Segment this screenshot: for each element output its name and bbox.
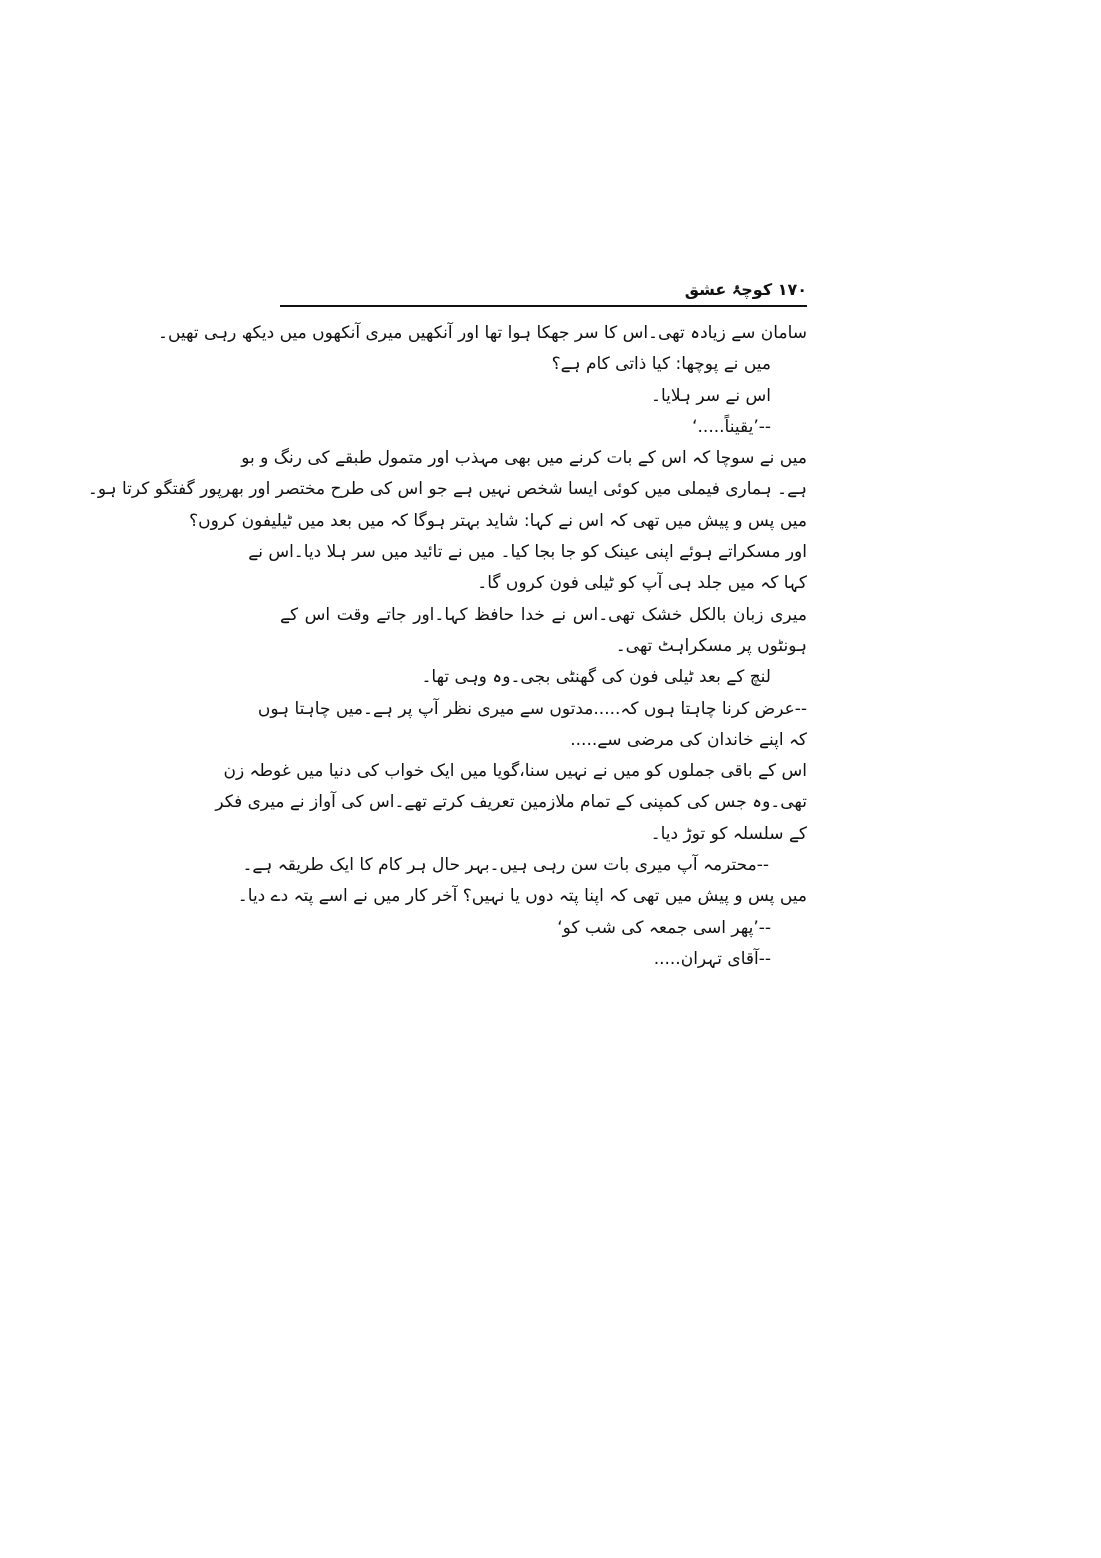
text-line: --’پھر اسی جمعہ کی شب کو‘ — [557, 917, 771, 938]
text-line: سامان سے زیادہ تھی۔اس کا سر جھکا ہوا تھا اور آنکھیں میری آنکھوں میں دیکھ رہی تھیں۔ — [157, 323, 807, 343]
text-line: میری زبان بالکل خشک تھی۔اس نے خدا حافظ کہا۔اور جاتے وقت اس کے — [280, 604, 807, 625]
text-line: میں پس و پیش میں تھی کہ اس نے کہا: شاید بہتر ہوگا کہ میں بعد میں ٹیلیفون کروں؟ — [189, 510, 807, 531]
body-text — [87, 318, 807, 975]
text-line: --عرض کرنا چاہتا ہوں کہ.....مدتوں سے میری نظر آپ پر ہے۔میں چاہتا ہوں — [257, 698, 807, 719]
text-line: اس کے باقی جملوں کو میں نے نہیں سنا،گویا میں ایک خواب کی دنیا میں غوطہ زن — [223, 761, 807, 782]
text-line: میں نے سوچا کہ اس کے بات کرنے میں بھی مہذب اور متمول طبقے کی رنگ و بو — [241, 448, 807, 469]
text-line: ہونٹوں پر مسکراہٹ تھی۔ — [615, 635, 807, 656]
text-line: کے سلسلہ کو توڑ دیا۔ — [650, 823, 807, 844]
text-line: --’یقیناً.....‘ — [692, 416, 771, 437]
text-line: --آقای تہران..... — [653, 948, 771, 969]
text-line: تھی۔وہ جس کی کمپنی کے تمام ملازمین تعریف کرتے تھے۔اس کی آواز نے میری فکر — [215, 792, 807, 813]
text-line: --محترمہ آپ میری بات سن رہی ہیں۔بہر حال ہر کام کا ایک طریقہ ہے۔ — [242, 855, 769, 876]
text-line: ہے۔ ہماری فیملی میں کوئی ایسا شخص نہیں ہے جو اس کی طرح مختصر اور بھرپور گفتگو کرتا ہو۔ — [87, 479, 807, 500]
text-line: کہا کہ میں جلد ہی آپ کو ٹیلی فون کروں گا۔ — [477, 573, 807, 594]
text-line: کہ اپنے خاندان کی مرضی سے..... — [570, 729, 807, 750]
text-line: میں پس و پیش میں تھی کہ اپنا پتہ دوں یا نہیں؟ آخر کار میں نے اسے پتہ دے دیا۔ — [237, 886, 807, 907]
text-line: لنچ کے بعد ٹیلی فون کی گھنٹی بجی۔وہ وہی تھا۔ — [421, 667, 771, 688]
text-line: اس نے سر ہلایا۔ — [651, 385, 771, 406]
header-rule — [280, 305, 807, 307]
running-header: ۱۷۰ کوچۂ عشق — [684, 280, 807, 299]
text-line: اور مسکراتے ہوئے اپنی عینک کو جا بجا کیا۔ میں نے تائید میں سر ہلا دیا۔اس نے — [248, 542, 807, 563]
text-line: میں نے پوچھا: کیا ذاتی کام ہے؟ — [551, 354, 771, 375]
